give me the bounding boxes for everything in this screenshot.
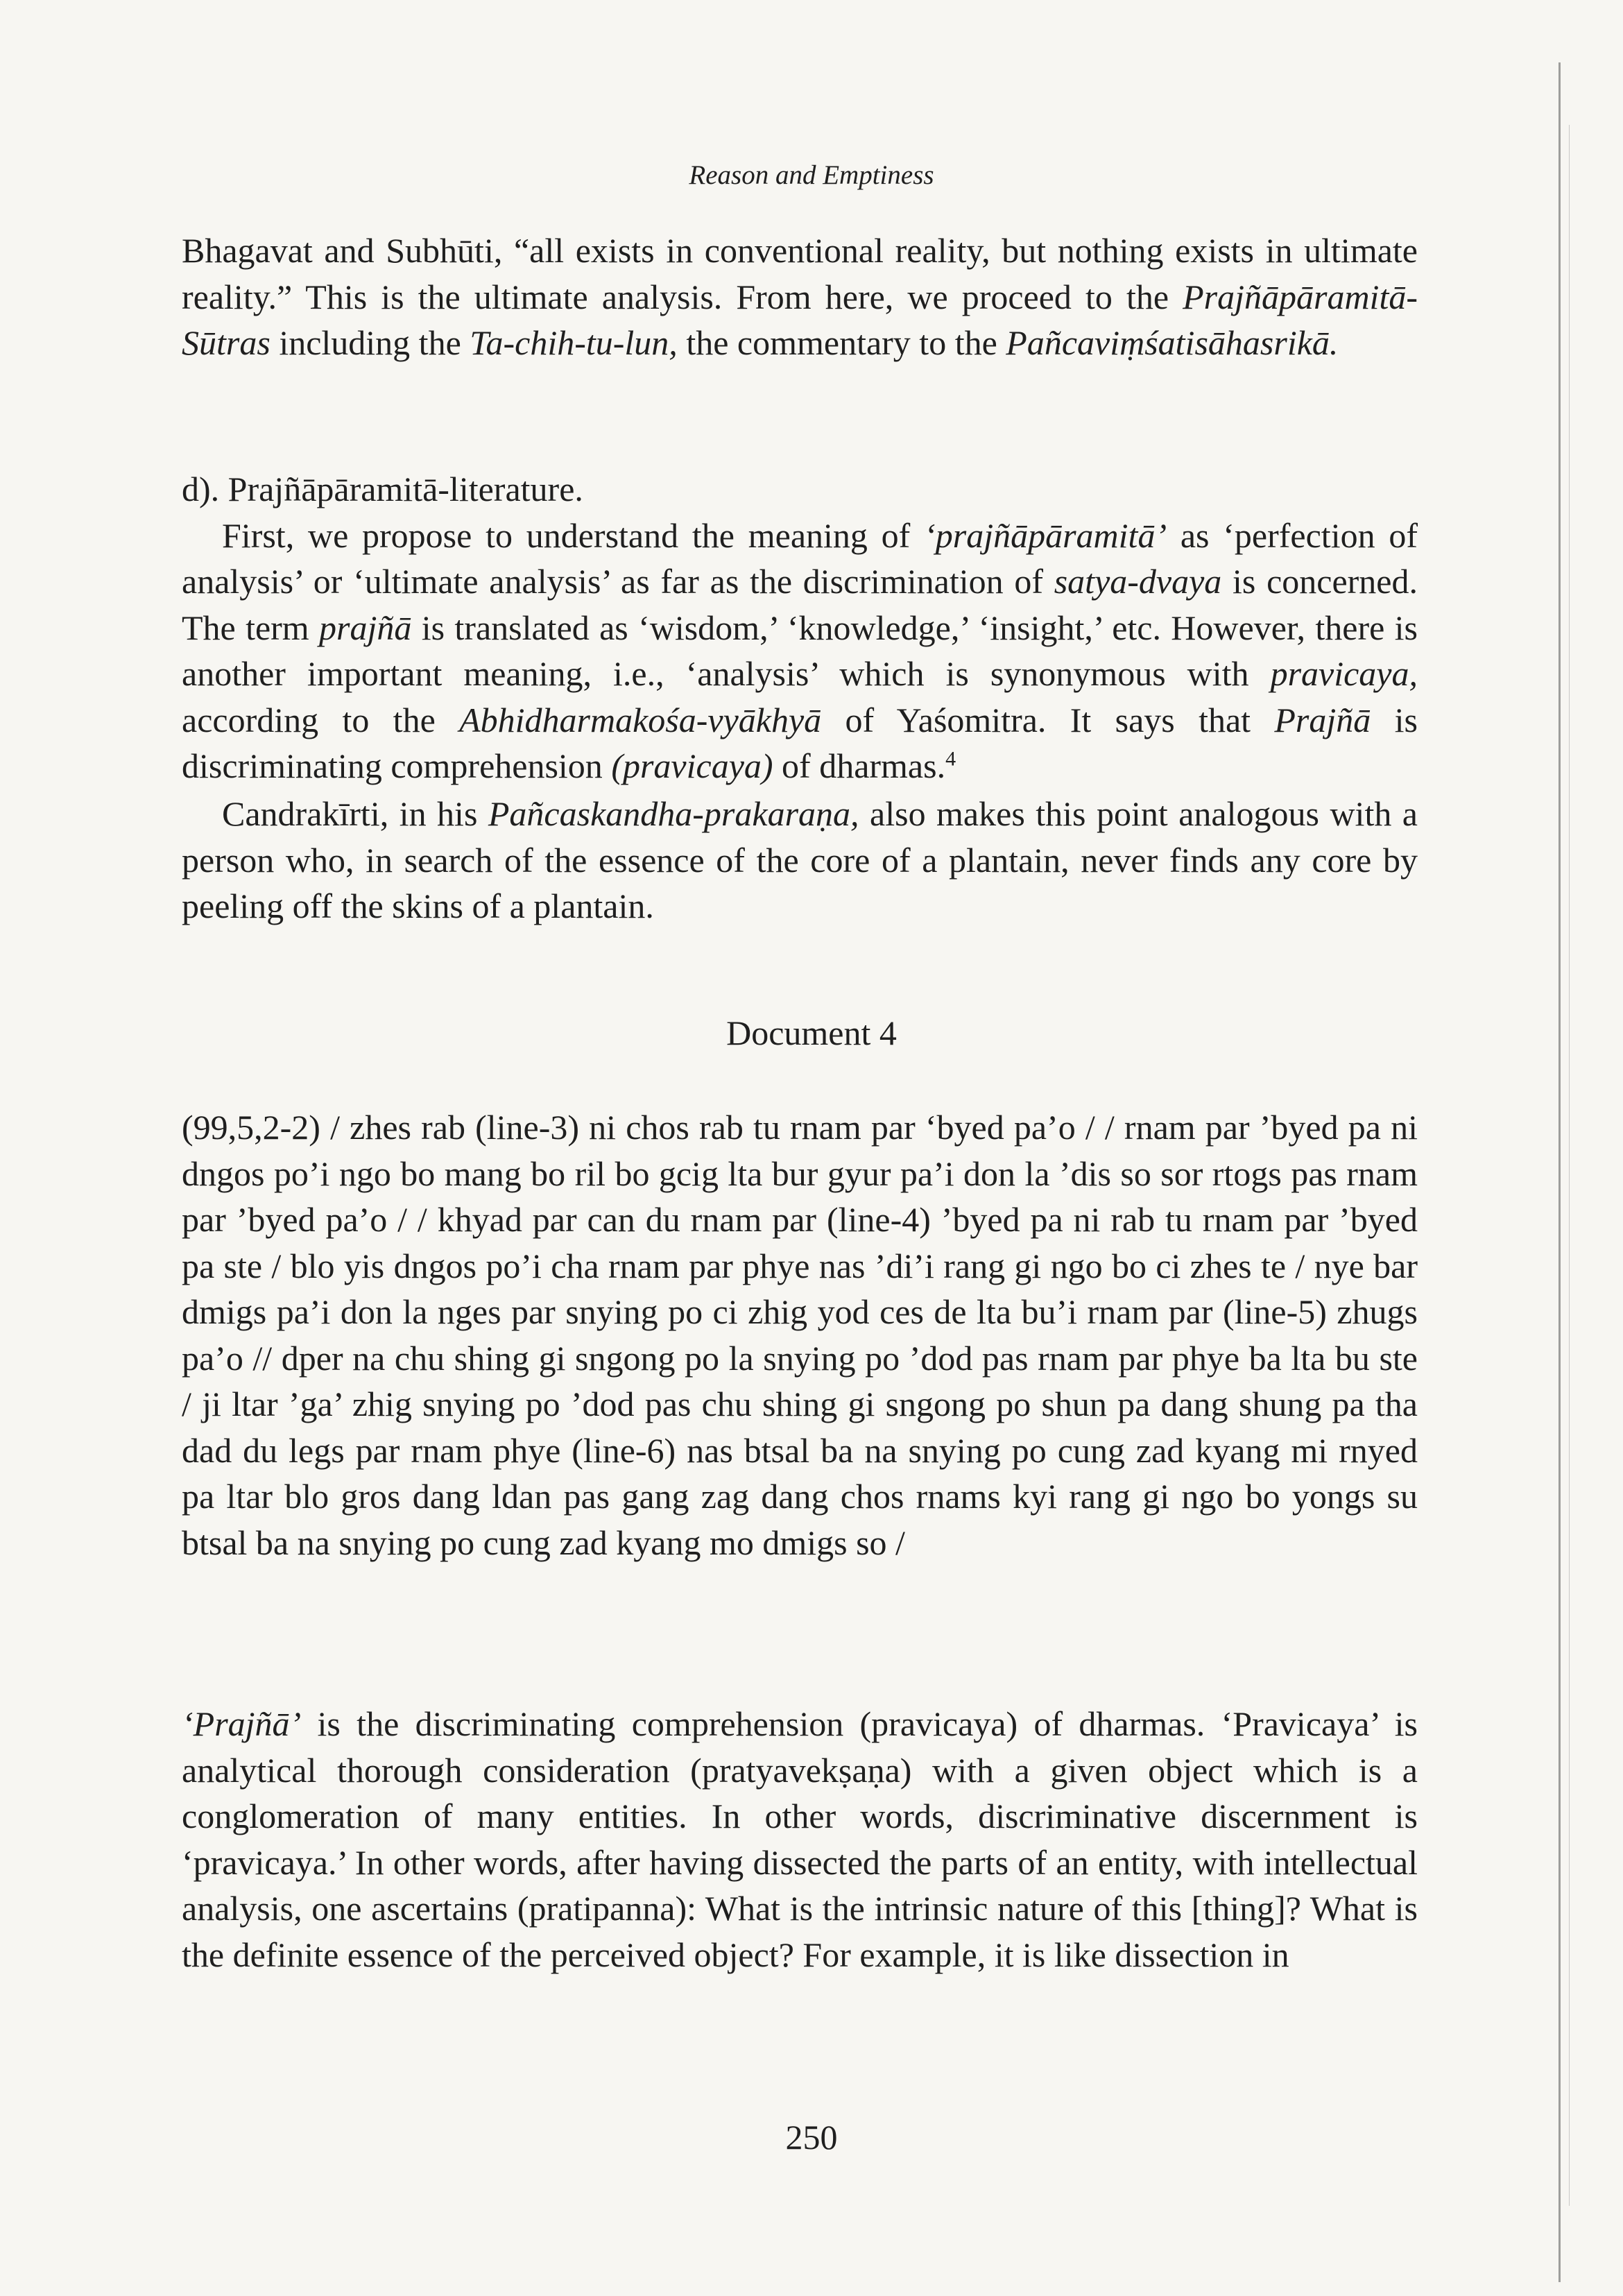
translation-text: ‘Prajñā’ is the discriminating comprehension (pravicaya) of dharmas. ‘Pravicaya’ is analytical thorough consideration (pratyavekṣaṇa) with a given object which is a conglomeration of many entities. In other words, discriminative discernment is ‘pravicaya.’ In other words, after having dissected the parts of an entity, with intellectual analysis, one ascertains (pratipanna): What is the intrinsic nature of this [thing]? What is the definite essence of the perceived object? For example, it is like dissection in bbox=[182, 1704, 1418, 1974]
footnote-marker: 4 bbox=[945, 747, 956, 771]
tibetan-text-block bbox=[182, 1104, 1418, 1566]
paragraph-candrakirti: Candrakīrti, in his Pañcaskandha-prakaraṇa, also makes this point analogous with a person who, in search of the essence of the core of a plantain, never finds any core by peeling off the skins of a plantain. bbox=[182, 794, 1418, 925]
running-header: Reason and Emptiness bbox=[689, 160, 934, 190]
page-number: 250 bbox=[785, 2118, 838, 2157]
tibetan-text: (99,5,2-2) / zhes rab (line-3) ni chos rab tu rnam par ‘byed pa’o / / rnam par ’byed pa ni dngos po’i ngo bo mang bo ril bo gcig lta bur gyur pa’i don la ’dis so sor rtogs pas rnam par ’byed pa’o / / khyad par can du rnam par (line-4) ’byed pa ni rab tu rnam par ’byed pa ste / blo yis dngos po’i cha rnam par phye nas ’di’i rang gi ngo bo ci zhes te / nye bar dmigs pa’i don la nges par snying po ci zhig yod ces de lta bu’i rnam par (line-5) zhugs pa’o // dper na chu shing gi sngong po la snying po ’dod pas rnam par phye ba lta bu ste / ji ltar ’ga’ zhig snying po ’dod pas chu shing gi sngong po shun pa dang shung pa tha dad du legs par rnam phye (line-6) nas btsal ba na snying po cung zad kyang mi rnyed pa ltar blo gros dang ldan pas gang zag dang chos rnams kyi rang gi ngo bo yongs su btsal ba na snying po cung zad kyang mo dmigs so / bbox=[182, 1108, 1418, 1562]
translation-block bbox=[182, 1701, 1418, 1978]
page-edge-shadow bbox=[1558, 62, 1561, 2282]
section-prajnaparamita bbox=[182, 466, 1418, 789]
page-edge-line bbox=[1569, 125, 1570, 2206]
paragraph-candrakirti-block bbox=[182, 791, 1418, 929]
paragraph-intro-text: Bhagavat and Subhūti, “all exists in conventional reality, but nothing exists in ultimate reality.” This is the ultimate analysis. From here, we proceed to the Prajñāpāramitā-Sūtras including the Ta-chih-tu-lun, the commentary to the Pañcaviṃśatisāhasrikā. bbox=[182, 231, 1418, 362]
document-title: Document 4 bbox=[726, 1013, 897, 1052]
section-heading: d). Prajñāpāramitā-literature. bbox=[182, 470, 583, 508]
paragraph-prajna-meaning: First, we propose to understand the meaning of ‘prajñāpāramitā’ as ‘perfection of analysis’ or ‘ultimate analysis’ as far as the discrimination of satya-dvaya is concerned. The term prajñā is translated as ‘wisdom,’ ‘knowledge,’ ‘insight,’ etc. However, there is another important meaning, i.e., ‘analysis’ which is synonymous with pravicaya, according to the Abhidharmakośa-vyākhyā of Yaśomitra. It says that Prajñā is discriminating comprehension (pravicaya) of dharmas.$^4$ bbox=[182, 515, 1418, 785]
paragraph-intro bbox=[182, 228, 1418, 366]
